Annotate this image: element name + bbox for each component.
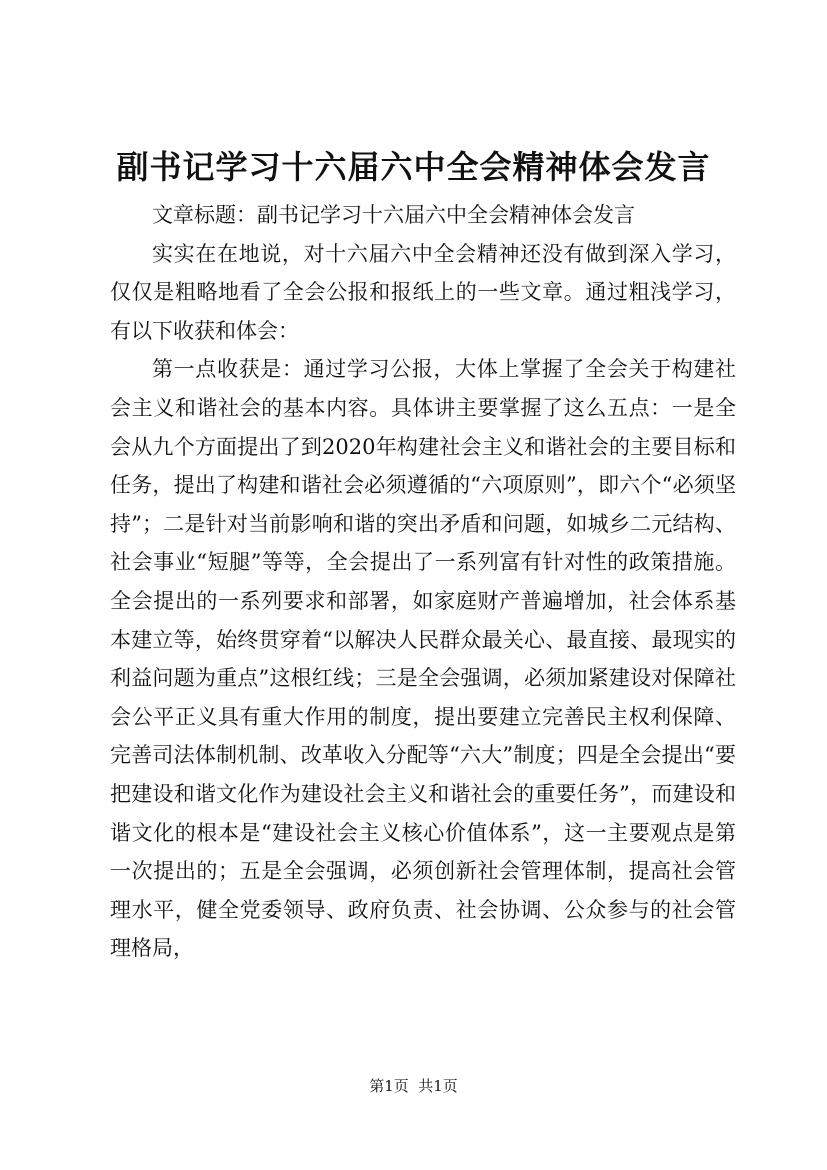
page-number-label: 第1页 共1页 (369, 1077, 458, 1095)
page-footer (0, 1076, 827, 1096)
document-body (110, 196, 736, 968)
paragraph-first-gain: 第一点收获是：通过学习公报，大体上掌握了全会关于构建社会主义和谐社会的基本内容。具体讲主要掌握了这么五点：一是全会从九个方面提出了到2020年构建社会主义和谐社会的主要目标和任务，提出了构建和谐社会必须遵循的“六项原则”，即六个“必须坚持”；二是针对当前影响和谐的突出矛盾和问题，如城乡二元结构、社会事业“短腿”等等，全会提出了一系列富有针对性的政策措施。全会提出的一系列要求和部署，如家庭财产普遍增加，社会体系基本建立等，始终贯穿着“以解决人民群众最关心、最直接、最现实的利益问题为重点”这根红线；三是全会强调，必须加紧建设对保障社会公平正义具有重大作用的制度，提出要建立完善民主权利保障、完善司法体制机制、改革收入分配等“六大”制度；四是全会提出“要把建设和谐文化作为建设社会主义和谐社会的重要任务”，而建设和谐文化的根本是“建设社会主义核心价值体系”，这一主要观点是第一次提出的；五是全会强调，必须创新社会管理体制，提高社会管理水平，健全党委领导、政府负责、社会协调、公众参与的社会管理格局， (110, 357, 736, 961)
paragraph-intro: 实实在在地说，对十六届六中全会精神还没有做到深入学习，仅仅是粗略地看了全会公报和报纸上的一些文章。通过粗浅学习，有以下收获和体会： (110, 241, 736, 343)
document-title: 副书记学习十六届六中全会精神体会发言 (116, 148, 711, 186)
article-title-line: 文章标题：副书记学习十六届六中全会精神体会发言 (152, 203, 635, 227)
